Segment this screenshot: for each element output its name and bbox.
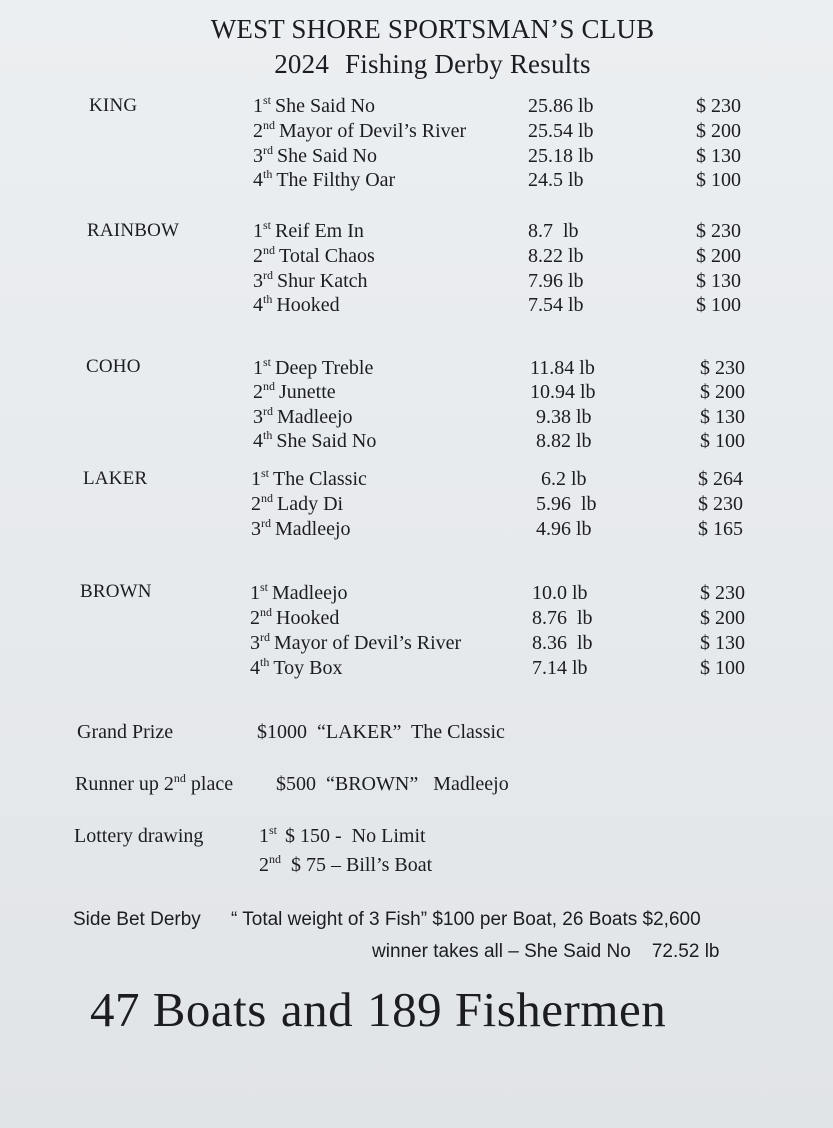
weight: 8.82 lb — [536, 430, 592, 452]
prize: $ 230 — [700, 582, 745, 604]
prize: $ 130 — [700, 632, 745, 654]
prize: $ 165 — [698, 518, 743, 540]
club-title: WEST SHORE SPORTSMAN’S CLUB — [210, 14, 655, 44]
place-boat: 2nd Total Chaos — [253, 243, 375, 267]
prize: $ 100 — [700, 657, 745, 679]
place-boat: 3rd Madleejo — [251, 516, 351, 540]
prize: $ 230 — [698, 493, 743, 515]
place-boat: 3rd Mayor of Devil’s River — [250, 630, 462, 654]
place-boat: 4th She Said No — [253, 428, 377, 452]
runner-up-label: Runner up 2nd place — [75, 771, 234, 795]
weight: 4.96 lb — [536, 518, 592, 540]
prize: $ 130 — [696, 145, 741, 167]
place-boat: 3rd She Said No — [253, 143, 377, 167]
place-boat: 2nd Junette — [253, 379, 336, 403]
grand-prize-text: $1000 “LAKER” The Classic — [257, 721, 505, 743]
weight: 10.0 lb — [532, 582, 588, 604]
prize: $ 200 — [700, 381, 745, 403]
weight: 8.76 lb — [532, 607, 593, 629]
weight: 10.94 lb — [530, 381, 596, 403]
prize: $ 200 — [696, 245, 741, 267]
weight: 7.54 lb — [528, 294, 584, 316]
weight: 9.38 lb — [536, 406, 592, 428]
weight: 11.84 lb — [530, 357, 595, 379]
weight: 5.96 lb — [536, 493, 597, 515]
weight: 25.18 lb — [528, 145, 594, 167]
derby-title — [0, 49, 833, 79]
weight: 24.5 lb — [528, 169, 584, 191]
weight: 8.7 lb — [528, 220, 579, 242]
weight: 7.96 lb — [528, 270, 584, 292]
lottery-first: 1st $ 150 - No Limit — [259, 823, 426, 847]
runner-up-text: $500 “BROWN” Madleejo — [276, 773, 509, 795]
prize: $ 130 — [700, 406, 745, 428]
boats-count: 47 Boats — [90, 982, 267, 1037]
category-rainbow: RAINBOW — [87, 220, 180, 241]
place-boat: 1st Deep Treble — [253, 355, 374, 379]
weight: 25.86 lb — [528, 95, 594, 117]
prize: $ 230 — [700, 357, 745, 379]
place-boat: 1st She Said No — [253, 93, 376, 117]
grand-prize-label: Grand Prize — [77, 721, 174, 743]
prize: $ 100 — [700, 430, 745, 452]
place-boat: 4th Toy Box — [250, 655, 343, 679]
lottery-second: 2nd $ 75 – Bill’s Boat — [259, 852, 433, 876]
prize: $ 230 — [696, 220, 741, 242]
place-boat: 3rd Madleejo — [253, 404, 353, 428]
place-boat: 4th Hooked — [253, 292, 340, 316]
place-boat: 2nd Mayor of Devil’s River — [253, 118, 467, 142]
prize: $ 130 — [696, 270, 741, 292]
weight: 8.36 lb — [532, 632, 593, 654]
category-brown: BROWN — [80, 581, 152, 602]
category-coho: COHO — [86, 356, 141, 377]
place-boat: 1st The Classic — [251, 466, 367, 490]
prize: $ 100 — [696, 294, 741, 316]
totals-line — [90, 982, 666, 1038]
side-bet-label: Side Bet Derby — [73, 909, 201, 930]
category-laker: LAKER — [83, 468, 148, 489]
place-boat: 1st Reif Em In — [253, 218, 364, 242]
prize: $ 200 — [696, 120, 741, 142]
prize: $ 200 — [700, 607, 745, 629]
side-bet-text: “ Total weight of 3 Fish” $100 per Boat, 26 Boats $2,600 — [231, 909, 701, 930]
weight: 8.22 lb — [528, 245, 584, 267]
place-boat: 3rd Shur Katch — [253, 268, 368, 292]
prize: $ 100 — [696, 169, 741, 191]
prize: $ 264 — [698, 468, 743, 490]
weight: 25.54 lb — [528, 120, 594, 142]
place-boat: 2nd Hooked — [250, 605, 340, 629]
fishermen-count: 189 Fishermen — [367, 982, 667, 1037]
place-boat: 2nd Lady Di — [251, 491, 344, 515]
lottery-label: Lottery drawing — [74, 825, 204, 847]
weight: 6.2 lb — [541, 468, 587, 490]
totals-and: and — [280, 982, 354, 1037]
derby-subtitle: Fishing Derby Results — [345, 49, 591, 79]
category-king: KING — [89, 95, 138, 116]
side-bet-winner: winner takes all – She Said No 72.52 lb — [372, 941, 720, 962]
place-boat: 1st Madleejo — [250, 580, 348, 604]
prize: $ 230 — [696, 95, 741, 117]
weight: 7.14 lb — [532, 657, 588, 679]
place-boat: 4th The Filthy Oar — [253, 167, 396, 191]
derby-year: 2024 — [274, 49, 330, 79]
